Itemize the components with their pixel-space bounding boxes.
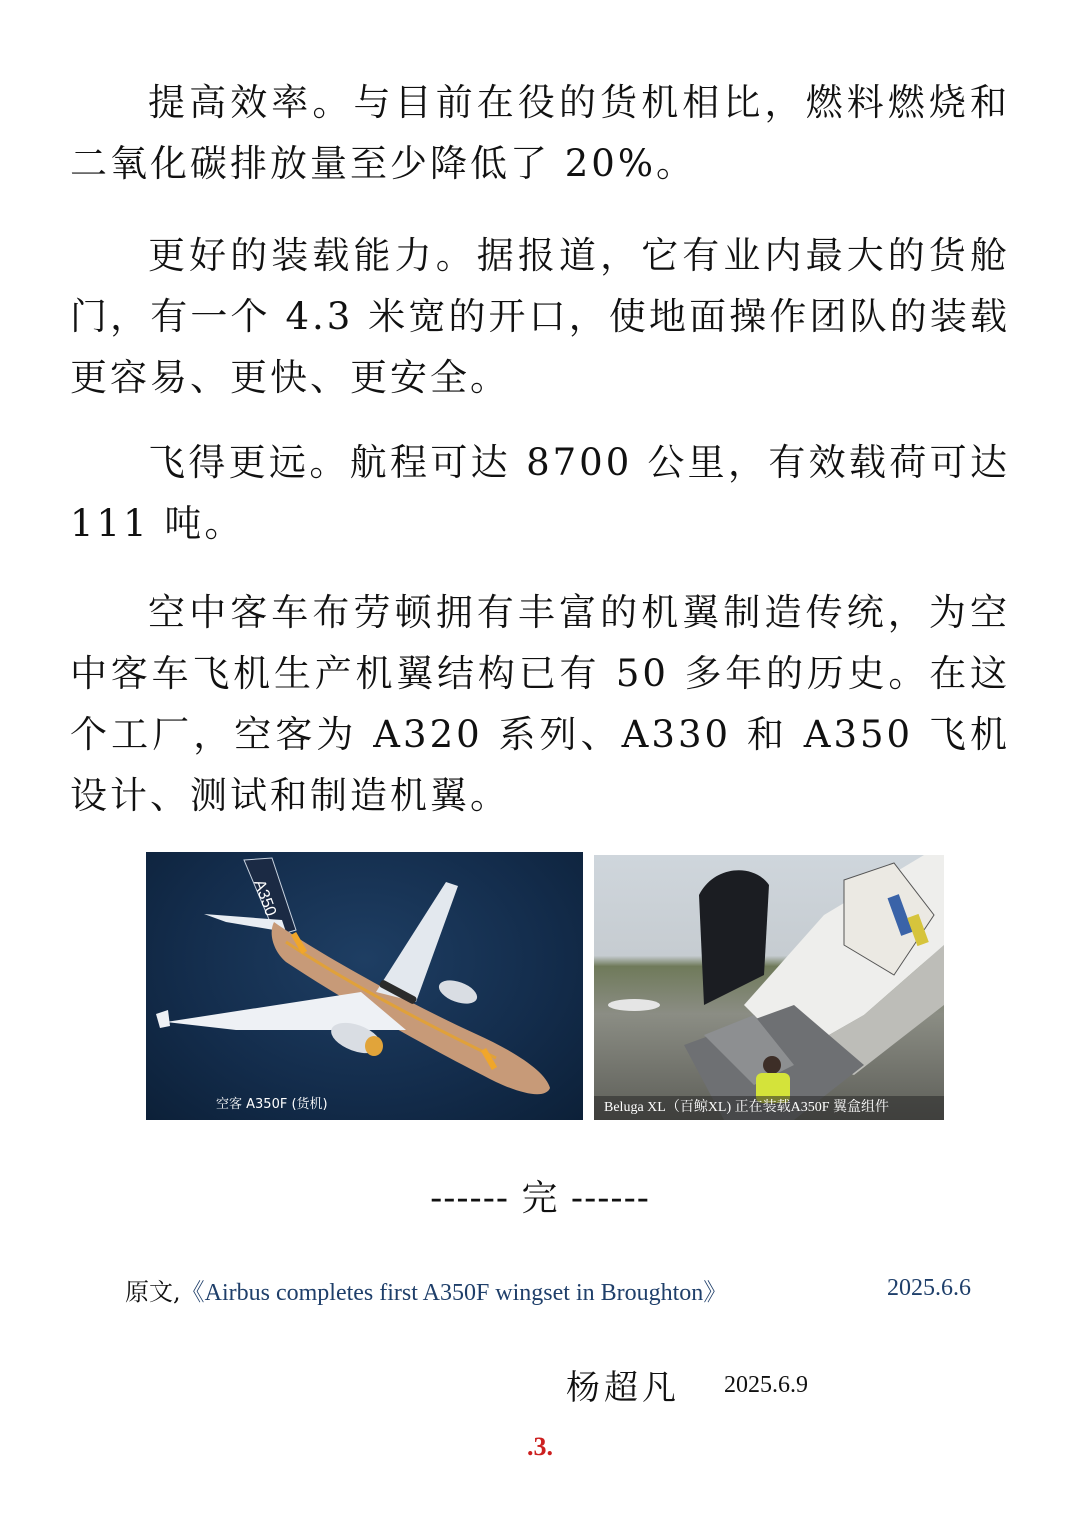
paragraph-efficiency: 提高效率。与目前在役的货机相比，燃料燃烧和二氧化碳排放量至少降低了 20%。 — [70, 81, 1010, 185]
paragraph-range: 飞得更远。航程可达 8700 公里，有效载荷可达111 吨。 — [70, 441, 1010, 545]
right-photo-caption: Beluga XL（百鲸XL) 正在装载A350F 翼盒组件 — [594, 1096, 944, 1120]
left-photo-caption: 空客 A350F (货机) — [216, 1097, 328, 1112]
paragraph-loading: 更好的装载能力。据报道，它有业内最大的货舱门，有一个 4.3 米宽的开口，使地面操作团队的装载更容易、更快、更安全。 — [70, 234, 1010, 399]
end-mark: ------ 完 ------ — [430, 1178, 650, 1219]
beluga-xl-photo — [594, 855, 944, 1120]
page-number: .3. — [527, 1432, 553, 1461]
source-title: 《Airbus completes first A350F wingset in Broughton》 — [180, 1280, 728, 1306]
author-date: 2025.6.9 — [724, 1372, 808, 1398]
airplane-illustration — [146, 852, 583, 1120]
a350f-photo — [146, 852, 583, 1120]
paragraph-broughton: 空中客车布劳顿拥有丰富的机翼制造传统，为空中客车飞机生产机翼结构已有 50 多年的历史。在这个工厂，空客为 A320 系列、A330 和 A350 飞机设计、测试和制造机翼。 — [70, 591, 1010, 817]
source-date: 2025.6.6 — [887, 1275, 971, 1301]
svg-text:A350: A350 — [250, 877, 279, 919]
beluga-loading-illustration — [594, 855, 944, 1120]
source-prefix: 原文, — [125, 1278, 181, 1306]
author-name: 杨超凡 — [566, 1368, 680, 1408]
source-citation — [125, 1272, 727, 1307]
